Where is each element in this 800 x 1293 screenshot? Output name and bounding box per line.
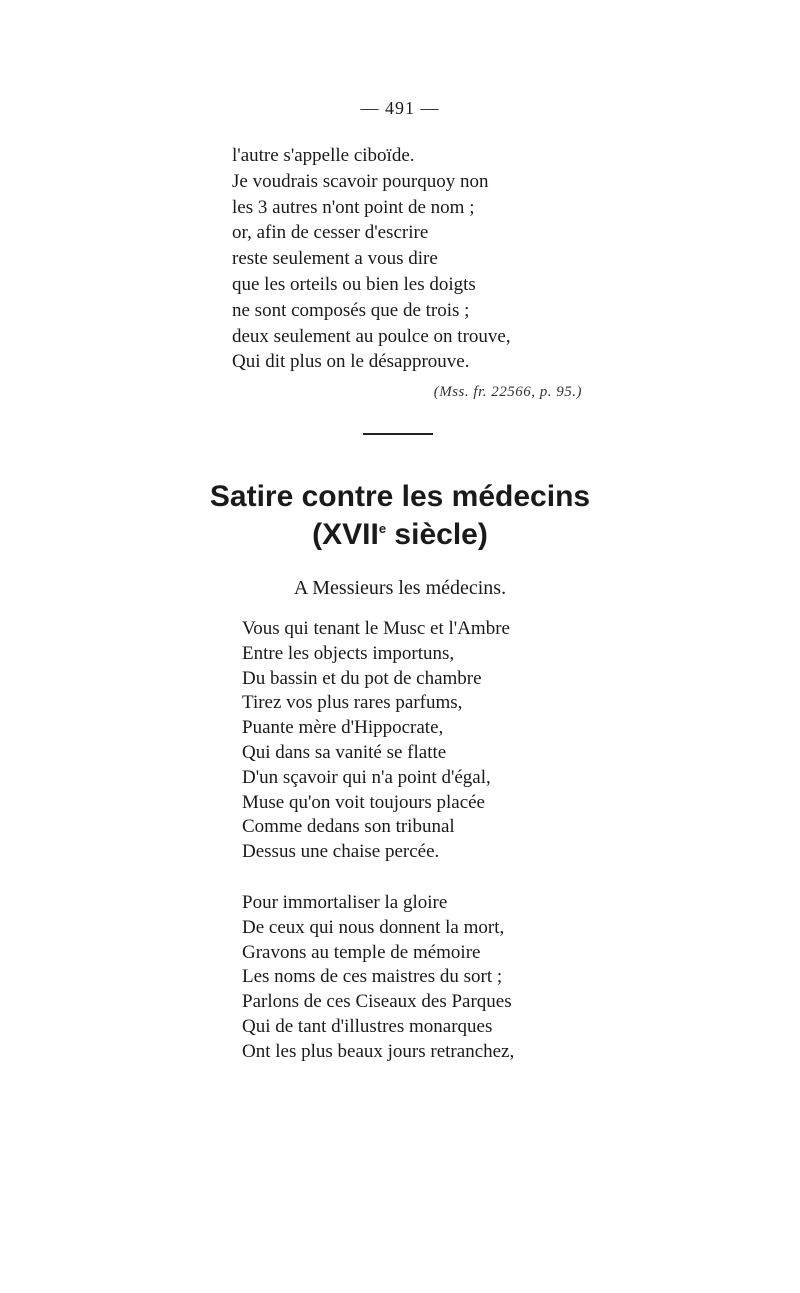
- poem-line: Puante mère d'Hippocrate,: [242, 717, 444, 739]
- section-subtitle: A Messieurs les médecins.: [293, 577, 507, 599]
- poem-line: D'un sçavoir qui n'a point d'égal,: [242, 766, 491, 788]
- top-poem: [232, 143, 511, 375]
- poem-line: l'autre s'appelle ciboïde.: [232, 145, 415, 166]
- title-line: Satire contre les médecins: [209, 480, 591, 513]
- poem-line: or, afin de cesser d'escrire: [232, 222, 429, 244]
- title-century-superscript: e: [378, 521, 387, 536]
- manuscript-citation: (Mss. fr. 22566, p. 95.): [433, 384, 582, 400]
- section-title: [0, 478, 800, 554]
- poem-line: Dessus une chaise percée.: [242, 841, 440, 863]
- poem-line: Ont les plus beaux jours retranchez,: [242, 1040, 515, 1062]
- poem-line: Entre les objects importuns,: [242, 642, 455, 664]
- poem-line: Gravons au temple de mémoire: [242, 941, 481, 963]
- poem-line: De ceux qui nous donnent la mort,: [242, 916, 505, 938]
- poem-line: Du bassin et du pot de chambre: [242, 667, 482, 689]
- section-divider: [363, 433, 433, 435]
- poem-line: les 3 autres n'ont point de nom ;: [232, 196, 475, 218]
- stanza-2: [242, 891, 514, 1065]
- poem-line: Les noms de ces maistres du sort ;: [242, 966, 503, 988]
- poem-line: deux seulement au poulce on trouve,: [232, 325, 511, 347]
- poem-line: Pour immortaliser la gloire: [242, 892, 448, 913]
- poem-line: Parlons de ces Ciseaux des Parques: [242, 991, 512, 1013]
- poem-line: Je voudrais scavoir pourquoy non: [232, 170, 489, 192]
- poem-line: Tirez vos plus rares parfums,: [242, 692, 463, 714]
- poem-line: Vous qui tenant le Musc et l'Ambre: [242, 618, 510, 639]
- stanza-1: [242, 617, 510, 865]
- title-century-rest: siècle): [386, 518, 488, 551]
- poem-line: que les orteils ou bien les doigts: [232, 273, 476, 295]
- title-century: (XVII: [312, 518, 379, 551]
- poem-line: Comme dedans son tribunal: [242, 816, 455, 838]
- poem-line: Qui dit plus on le désapprouve.: [232, 351, 470, 373]
- page-number: — 491 —: [360, 98, 440, 118]
- poem-line: Muse qu'on voit toujours placée: [242, 791, 485, 813]
- poem-line: reste seulement a vous dire: [232, 248, 438, 270]
- poem-line: ne sont composés que de trois ;: [232, 299, 470, 321]
- poem-line: Qui dans sa vanité se flatte: [242, 741, 447, 763]
- poem-line: Qui de tant d'illustres monarques: [242, 1015, 493, 1037]
